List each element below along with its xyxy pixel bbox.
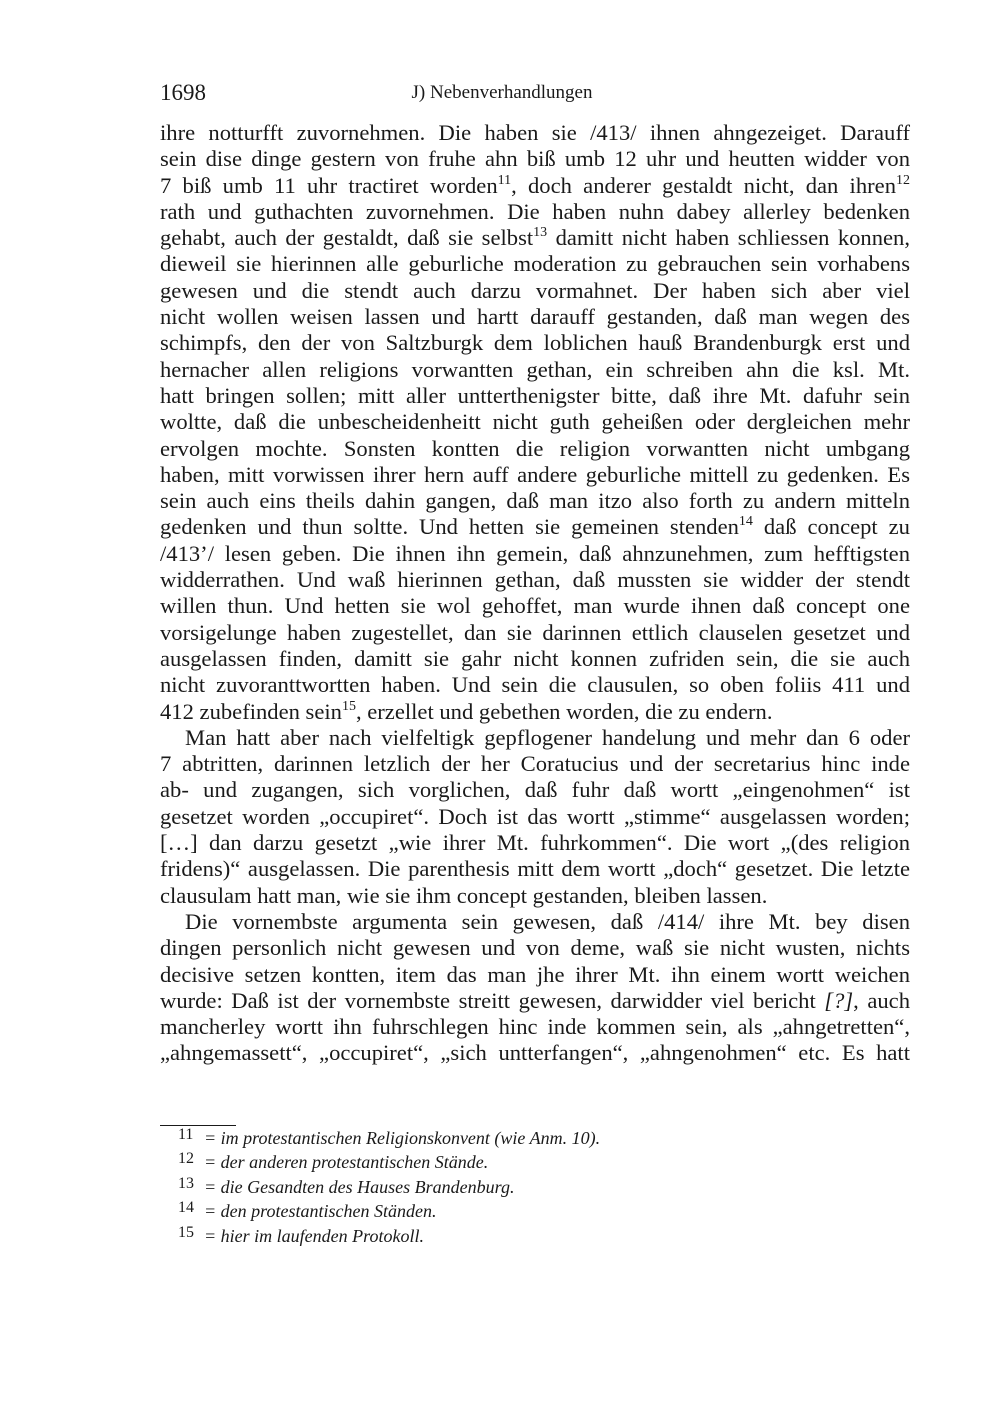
footnote-14 — [160, 1201, 860, 1225]
footnote-ref-13[interactable]: 13 — [533, 225, 548, 241]
text-line: hernacher allen religions vorwantten gethan, ein schreiben ahn die ksl. Mt. — [160, 356, 910, 382]
text-line: hatt bringen sollen; mitt aller untterthenigster bitte, daß ihre Mt. dafuhr sein — [160, 382, 910, 408]
text-line: gesetzet worden „occupiret“. Doch ist das wortt „stimme“ ausgelassen worden; — [160, 803, 910, 829]
text-line — [160, 225, 910, 251]
text-line: haben, mitt vorwissen ihrer hern auff andere geburliche mittell zu gedenken. Es — [160, 461, 910, 487]
text-line: vorsigelunge haben zugestellet, dan sie darinnen ettlich clauselen gesetzet und — [160, 619, 910, 645]
text-run: gehabt, auch der gestaldt, daß sie selbst — [160, 225, 534, 251]
text-line: /413’/ lesen geben. Die ihnen ihn gemein, daß ahnzunehmen, zum hefftigsten — [160, 540, 910, 566]
text-line: gewesen und die stendt auch darzu vormahnet. Der haben sich aber viel — [160, 277, 910, 303]
text-line: dieweil sie hierinnen alle geburliche moderation zu gebrauchen sein vorhabens — [160, 251, 910, 277]
running-head: J) Nebenverhandlungen — [411, 82, 593, 103]
footnote-11 — [160, 1128, 860, 1152]
text-line: 7 abtritten, darinnen letzlich der her Coratucius und der secretarius hinc inde — [160, 751, 910, 777]
footnote-ref-15[interactable]: 15 — [341, 698, 356, 714]
footnote-ref-14[interactable]: 14 — [738, 514, 753, 530]
text-line: rath und guthachten zuvornehmen. Die haben nuhn dabey allerley bedenken — [160, 198, 910, 224]
text-line: […] dan darzu gesetzt „wie ihrer Mt. fuhrkommen“. Die wort „(des religion — [160, 830, 910, 856]
text-line: woltte, daß die unbescheidenheitt nicht guth geheißen oder dergleichen mehr — [160, 409, 910, 435]
text-line — [160, 699, 910, 725]
footnote-12 — [160, 1152, 860, 1176]
text-line: schimpfs, den der von Saltzburgk dem loblichen hauß Brandenburgk erst und — [160, 330, 910, 356]
text-line: nicht zuvoranttwortten haben. Und sein die clausulen, so oben foliis 411 und — [160, 672, 910, 698]
text-run: wurde: Daß ist der vornembste streitt gewesen, darwidder viel bericht — [160, 987, 825, 1013]
text-line — [160, 514, 910, 540]
footnote-ref-11[interactable]: 11 — [497, 172, 512, 188]
text-line: ausgelassen finden, damitt sie gahr nicht konnen zufriden sein, die sie auch — [160, 645, 910, 671]
uncertain-reading-mark: [?] — [824, 987, 854, 1013]
text-line: Die vornembste argumenta sein gewesen, daß /414/ ihre Mt. bey disen — [185, 908, 910, 934]
text-line — [160, 988, 910, 1014]
text-line: widderrathen. Und waß hierinnen gethan, daß mussten sie widder der stendt — [160, 567, 910, 593]
text-line: willen thun. Und hetten sie wol gehoffet, man wurde ihnen daß concept one — [160, 593, 910, 619]
text-line: ervolgen mochte. Sonsten kontten die religion vorwantten nicht umbgang — [160, 435, 910, 461]
text-line: Man hatt aber nach vielfeltigk gepflogener handelung und mehr dan 6 oder — [185, 724, 910, 750]
text-line: clausulam hatt man, wie sie ihm concept gestanden, bleiben lassen. — [160, 882, 768, 908]
footnote-15 — [160, 1223, 860, 1250]
text-line: mancherley wortt ihn fuhrschlegen hinc inde kommen sein, als „ahngetretten“, — [160, 1014, 910, 1040]
footnote-text: = der anderen protestantischen Stände. — [204, 1152, 489, 1173]
text-line: ihre notturfft zuvornehmen. Die haben sie /413/ ihnen ahngezeiget. Darauff — [160, 120, 910, 145]
text-run: , doch anderer gestaldt nicht, dan ihren — [511, 172, 896, 198]
text-line: fridens)“ ausgelassen. Die parenthesis mitt dem wortt „doch“ gesetzet. Die letzte — [160, 856, 910, 882]
footnote-number: 15 — [178, 1223, 194, 1241]
text-run: daß concept zu — [752, 514, 910, 540]
text-run: , auch — [853, 987, 910, 1013]
footnote-ref-12[interactable]: 12 — [896, 172, 910, 188]
page-number: 1698 — [160, 80, 206, 105]
text-run: 7 biß umb 11 uhr tractiret worden — [160, 172, 498, 198]
body-text — [160, 120, 910, 1067]
footnote-text: = hier im laufenden Protokoll. — [204, 1225, 424, 1246]
text-line: sein auch eins theils dahin gangen, daß man itzo also forth zu andern mitteln — [160, 488, 910, 514]
footnote-number: 13 — [178, 1174, 194, 1192]
text-run: gedenken und thun soltte. Und hetten sie gemeinen stenden — [160, 514, 739, 540]
footnote-13 — [160, 1174, 860, 1201]
text-line: decisive setzen kontten, item das man jhe ihrer Mt. ihn einem wortt weichen — [160, 961, 910, 987]
text-run: , erzellet und gebethen worden, die zu endern. — [355, 698, 773, 724]
footnote-text: = die Gesandten des Hauses Brandenburg. — [204, 1176, 515, 1197]
text-line: „ahngemassett“, „occupiret“, „sich untterfangen“, „ahngenohmen“ etc. Es hatt — [160, 1040, 910, 1066]
text-run: 412 zubefinden sein — [160, 698, 342, 724]
footnotes — [160, 1128, 860, 1250]
text-line: ab- und zugangen, sich vorglichen, daß fuhr daß wortt „eingenohmen“ ist — [160, 777, 910, 803]
footnote-number: 12 — [178, 1150, 194, 1168]
text-run: damitt nicht haben schliessen konnen, — [547, 225, 911, 251]
footnote-text: = im protestantischen Religionskonvent (wie Anm. 10). — [204, 1128, 601, 1148]
footnote-text: = den protestantischen Ständen. — [204, 1201, 437, 1222]
footnote-number: 11 — [178, 1126, 194, 1143]
text-line: dingen personlich nicht gewesen und von deme, waß sie nicht wusten, nichts — [160, 935, 910, 961]
footnote-number: 14 — [178, 1199, 194, 1217]
text-line: nicht wollen weisen lassen und hartt darauff gestanden, daß man wegen des — [160, 304, 910, 330]
text-line: sein dise dinge gestern von fruhe ahn biß umb 12 uhr und heutten widder von — [160, 146, 910, 172]
text-line — [160, 173, 910, 199]
